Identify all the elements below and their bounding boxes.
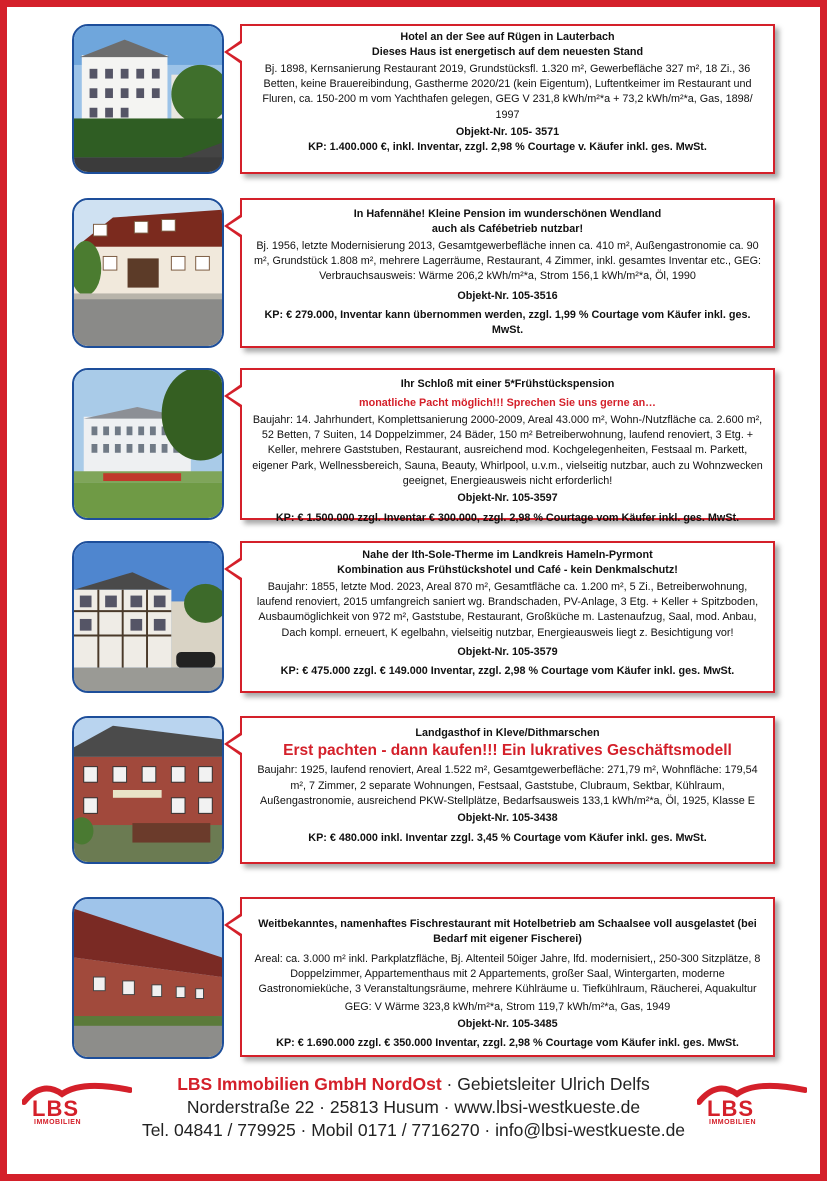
listing-title: Weitbekanntes, namenhaftes Fischrestaurant mit Hotelbetrieb am Schaalsee voll ausgelastet (bei Bedarf mit eigener Fischerei)	[258, 918, 757, 946]
listing-text-box	[240, 897, 775, 1057]
listing-1	[72, 24, 777, 174]
listing-energy: GEG: V Wärme 323,8 kWh/m²*a, Strom 119,7 kWh/m²*a, Gas, 1949	[344, 1000, 671, 1013]
listing-photo	[72, 24, 224, 174]
listing-subtitle: Erst pachten - dann kaufen!!! Ein lukratives Geschäftsmodell	[283, 742, 732, 760]
listing-text-box	[240, 541, 775, 693]
footer-phones[interactable]: Tel. 04841 / 779925 · Mobil 0171 / 7716270 · info@lbsi-westkueste.de	[141, 1120, 686, 1140]
listing-title: Nahe der Ith-Sole-Therme im Landkreis Hameln-Pyrmont	[362, 549, 653, 561]
listing-2	[72, 198, 777, 348]
listing-text-box	[240, 24, 775, 174]
logo-subtext: IMMOBILIEN	[709, 1119, 756, 1126]
listing-subtitle: Kombination aus Frühstückshotel und Café - kein Denkmalschutz!	[337, 564, 678, 577]
listing-3	[72, 368, 777, 524]
listing-4	[72, 541, 777, 693]
listing-price: KP: € 279.000, Inventar kann übernommen werden, zzgl. 1,99 % Courtage vom Käufer inkl. ges. MwSt.	[264, 308, 751, 337]
listing-photo	[72, 198, 224, 348]
listing-photo	[72, 897, 224, 1059]
listing-description: Areal: ca. 3.000 m² inkl. Parkplatzfläche, Bj. Altenteil 50iger Jahre, lfd. modernisiert,, 250-300 Sitzplätze, 8 Doppelzimmer, Appartementhaus mit 2 Appartements, großer Saal, Wintergarten, moderne Gastronomieküche, 3 Veranstaltungsräume, mehrere Kühlräume u. Tiefkühlraum, Räucherei, Aquakultur	[254, 952, 761, 996]
listing-description: Baujahr: 1925, laufend renoviert, Areal 1.522 m², Gesamtgewerbefläche: 271,79 m², Wohnfläche: 179,54 m², 7 Zimmer, 2 separate Wohnungen, Festsaal, Gaststube, Clubraum, Sektbar, Kühlraum, Außengastronomie, ausreichend PKW-Stellplätze, Bedarfsausweis 133,1 kWh/m²*a, Öl, 1925, Klasse E	[257, 764, 758, 807]
footer-company-line	[0, 1074, 827, 1095]
listing-title: Landgasthof in Kleve/Dithmarschen	[415, 727, 600, 739]
logo-text: LBS	[32, 1096, 79, 1121]
listing-text-box	[240, 368, 775, 524]
footer	[0, 1068, 827, 1168]
listing-subtitle: monatliche Pacht möglich!!! Sprechen Sie uns gerne an…	[359, 397, 656, 410]
listing-description: Baujahr: 14. Jahrhundert, Komplettsanierung 2000-2009, Areal 43.000 m², Wohn-/Nutzfläche ca. 2.600 m², 52 Betten, 7 Suiten, 14 Doppelzimmer, 24 Bäder, 150 m² Betreiberwohnung, laufend renoviert, 3 Etg. + Keller, mehrere Gaststuben, Restaurant, ausreichend mod. Kochgelegenheiten, Festsaal m. Parkett, eigener Park, Wellnessbereich, Sauna, Beauty, Whirlpool, u.v.m., vielseitig nutzbar, auch zu Wohnzwecken geeignet, Energieausweis nicht erforderlich!	[252, 413, 763, 487]
listing-object-number: Objekt-Nr. 105-3579	[457, 645, 558, 658]
listing-description: Bj. 1898, Kernsanierung Restaurant 2019, Grundstücksfl. 1.320 m², Gewerbefläche 327 m², 18 Zi., 36 Betten, keine Brauereibindung, Gastherme 2020/21 (kein Eigentum), Luftentkeimer im Restaurant und Fluren, ca. 150-200 m vom Yachthafen gelegen, GEG V 231,8 kWh/m²*a + 73,2 kWh/m²*a, Gas, 1898/ 1997	[262, 62, 753, 121]
listing-text-box	[240, 716, 775, 864]
logo-subtext: IMMOBILIEN	[34, 1119, 81, 1126]
listing-title: Hotel an der See auf Rügen in Lauterbach	[400, 31, 615, 43]
contact-person: · Gebietsleiter Ulrich Delfs	[441, 1074, 650, 1094]
footer-address[interactable]: Norderstraße 22 · 25813 Husum · www.lbsi-westkueste.de	[186, 1097, 641, 1117]
listing-title: Ihr Schloß mit einer 5*Frühstückspension	[400, 378, 615, 390]
listing-price: KP: € 1.500.000 zzgl. Inventar € 300.000, zzgl. 2,98 % Courtage vom Käufer inkl. ges. MwSt.	[275, 511, 740, 524]
logo-text: LBS	[707, 1096, 754, 1121]
company-name: LBS Immobilien GmbH NordOst	[177, 1074, 442, 1094]
listing-price: KP: € 475.000 zzgl. € 149.000 Inventar, zzgl. 2,98 % Courtage vom Käufer inkl. ges. MwSt.	[280, 665, 735, 678]
listing-photo	[72, 716, 224, 864]
listing-object-number: Objekt-Nr. 105-3597	[457, 492, 558, 505]
listing-price: KP: € 1.690.000 zzgl. € 350.000 Inventar, zzgl. 2,98 % Courtage vom Käufer inkl. ges. MwSt.	[276, 1037, 739, 1050]
listing-object-number: Objekt-Nr. 105-3516	[457, 289, 558, 302]
listing-description: Bj. 1956, letzte Modernisierung 2013, Gesamtgewerbefläche innen ca. 410 m², Außengastronomie ca. 90 m², Grundstück 1.808 m², mehrere Lagerräume, Restaurant, 4 Zimmer, inkl. gesamtes Inventar etc., GEG: Verbrauchsausweis: Wärme 206,2 kWh/m²*a, Strom 156,1 kWh/m²*a, Öl, 1990	[253, 239, 762, 283]
listing-text-box	[240, 198, 775, 348]
listing-subtitle: auch als Cafébetrieb nutzbar!	[431, 223, 584, 236]
listing-price: KP: 1.400.000 €, inkl. Inventar, zzgl. 2,98 % Courtage v. Käufer inkl. ges. MwSt.	[308, 141, 707, 154]
listing-title: In Hafennähe! Kleine Pension im wunderschönen Wendland	[353, 208, 662, 220]
listing-photo	[72, 368, 224, 520]
listing-6	[72, 897, 777, 1057]
listing-subtitle: Dieses Haus ist energetisch auf dem neuesten Stand	[371, 46, 644, 59]
listing-5	[72, 716, 777, 864]
listing-price: KP: € 480.000 inkl. Inventar zzgl. 3,45 % Courtage vom Käufer inkl. ges. MwSt.	[308, 831, 707, 844]
listing-object-number: Objekt-Nr. 105-3485	[457, 1017, 558, 1030]
listing-description: Baujahr: 1855, letzte Mod. 2023, Areal 870 m², Gesamtfläche ca. 1.200 m², 5 Zi., Betreiberwohnung, laufend renoviert, 2015 umfangreich saniert wg. Brandschaden, PV-Anlage, 3 Etg. + Keller + Spitzboden, Ausbaumöglichkeit von 972 m², Gaststube, Restaurant, Großküche m. Lastenaufzug, Saal, mod. Anbau, Dach kompl. erneuert, K egelbahn, vielseitig nutzbar, Energieausweis liegt z. Besichtigung vor!	[256, 580, 759, 639]
listing-photo	[72, 541, 224, 693]
listing-object-number: Objekt-Nr. 105-3438	[457, 812, 558, 825]
listing-object-number: Objekt-Nr. 105- 3571	[455, 125, 560, 138]
